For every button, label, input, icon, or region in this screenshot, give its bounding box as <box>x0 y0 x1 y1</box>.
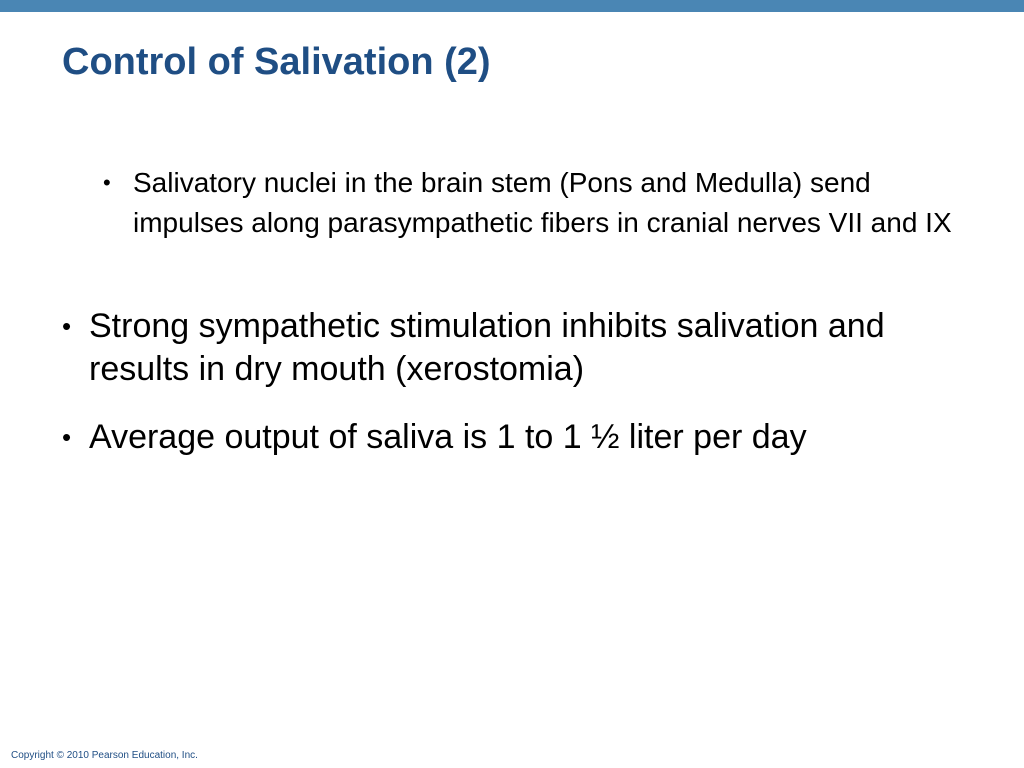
bullet-item <box>62 305 982 391</box>
bullet-dot-icon: • <box>103 170 111 195</box>
bullet-item <box>62 416 982 459</box>
bullet-text: Average output of saliva is 1 to 1 ½ liter per day <box>89 418 807 456</box>
bullet-dot-icon: • <box>62 422 72 452</box>
sub-bullet-text: Salivatory nuclei in the brain stem (Pons and Medulla) send impulses along parasympathetic fibers in cranial nerves VII and IX <box>133 167 952 238</box>
copyright-footer: Copyright © 2010 Pearson Education, Inc. <box>11 750 198 761</box>
bullet-dot-icon: • <box>62 311 72 341</box>
top-accent-bar <box>0 0 1024 12</box>
sub-bullet-item <box>103 163 963 243</box>
bullet-text: Strong sympathetic stimulation inhibits salivation and results in dry mouth (xerostomia) <box>89 307 885 388</box>
slide-title: Control of Salivation (2) <box>62 41 491 83</box>
